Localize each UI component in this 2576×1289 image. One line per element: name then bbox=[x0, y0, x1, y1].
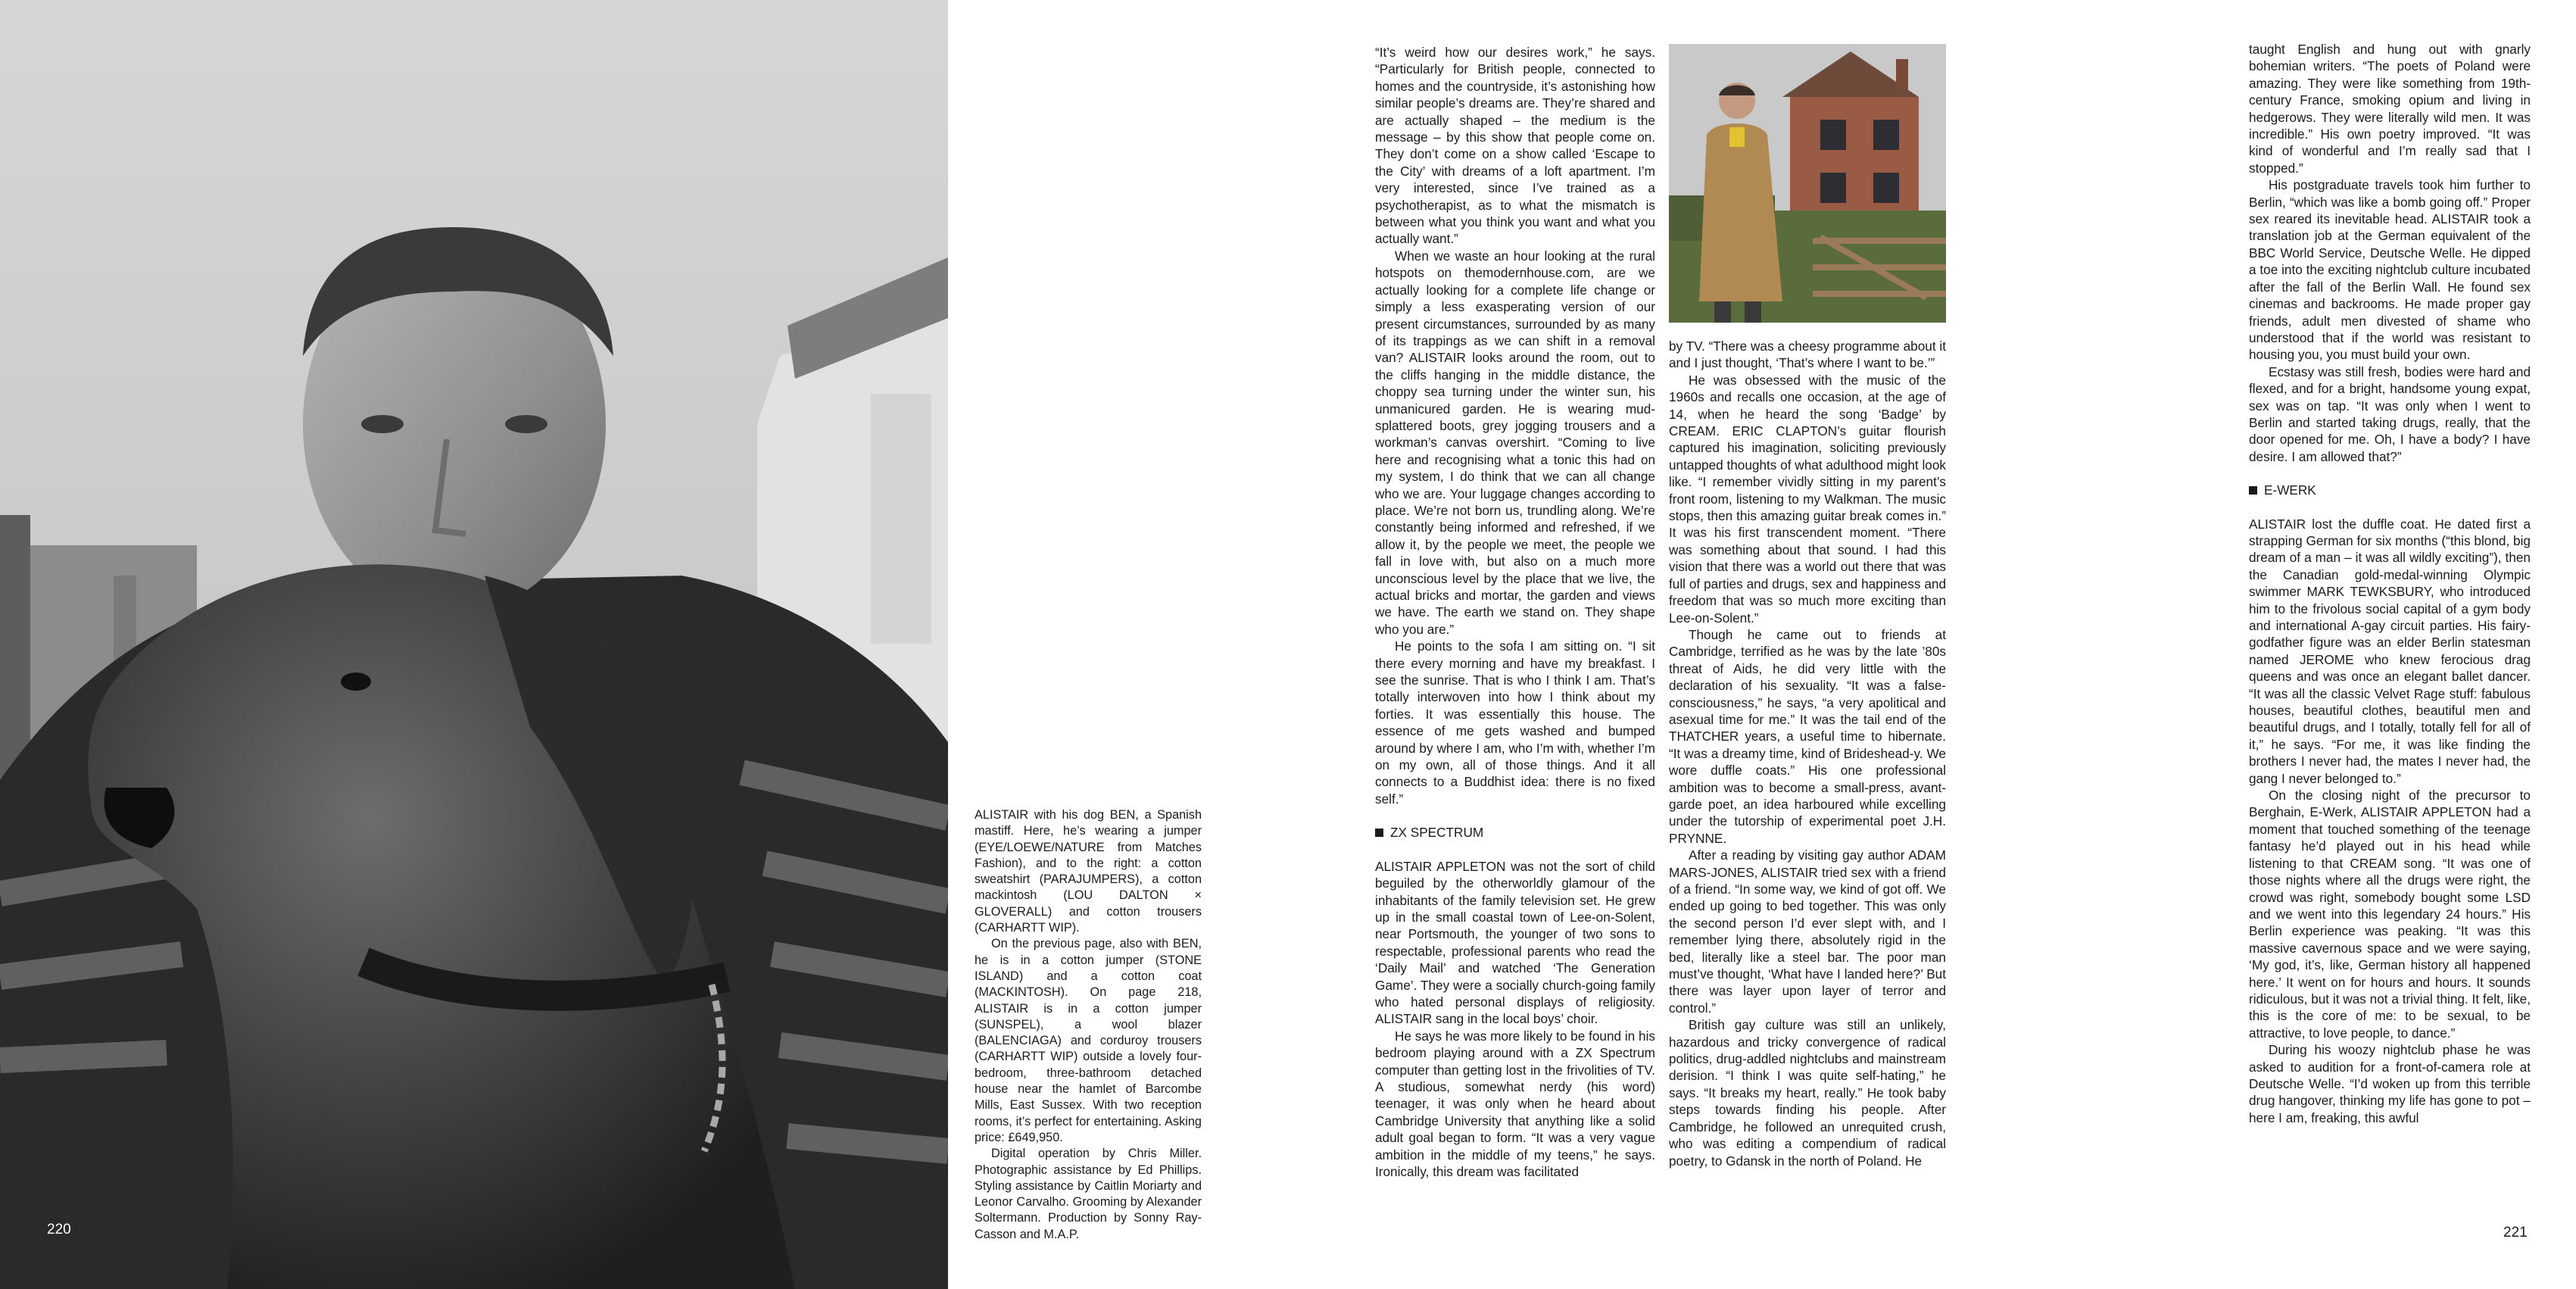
section-heading bbox=[1375, 824, 1655, 841]
body-paragraph: British gay culture was still an unlikely, hazardous and tricky convergence of radical politics, drug-addled nightclubs and mainstream derision. “I think I was quite self-hating,” he says. “It breaks my heart, really.” He took baby steps towards finding his people. After Cambridge, he followed an unrequited crush, who was editing a compendium of radical poetry, to Gdansk in the north of Poland. He bbox=[1669, 1017, 1946, 1169]
square-bullet-icon bbox=[1375, 829, 1383, 837]
body-paragraph: On the closing night of the precursor to Berghain, E-Werk, ALISTAIR APPLETON had a moment that touched something of the teenage fantasy he’d played out in his head while listening to that CREAM song. “It was one of those nights where all the drugs were right, the crowd was right, somebody bought some LSD and we went into this legendary 24 hours.” His Berlin experience was peaking. “It was this massive cavernous space and we were saying, ‘My god, it’s, like, German history all happened here.’ It went on for hours and hours. It sounds ridiculous, but it was not a trivial thing. It felt, like, this is the core of me: to be sexual, to be attractive, to love people, to dance.” bbox=[2249, 788, 2531, 1041]
inset-photo bbox=[1669, 44, 1946, 323]
caption-credits: Digital operation by Chris Miller. Photographic assistance by Ed Phillips. Styling assistance by Caitlin Moriarty and Leonor Carvalho. Grooming by Alexander Soltermann. Production by Sonny Ray-Casson and M.A.P. bbox=[975, 1147, 1202, 1241]
square-bullet-icon bbox=[2249, 486, 2257, 495]
body-paragraph: by TV. “There was a cheesy programme about it and I just thought, ‘That’s where I want to be.’” bbox=[1669, 339, 1946, 371]
body-paragraph: His postgraduate travels took him further to Berlin, “which was like a bomb going off.” Proper sex reared its inevitable head. ALISTAIR took a translation job at the German equivalent of the BBC World Service, Deutsche Welle. He dipped a toe into the exciting nightclub culture incubated after the fall of the Berlin Wall. He found sex cinemas and backrooms. He made proper gay friends, adult men divested of shame who understood that if the world was resistant to housing you, you must build your own. bbox=[2249, 177, 2531, 363]
page-number-right: 221 bbox=[2503, 1225, 2528, 1241]
body-paragraph: Ecstasy was still fresh, bodies were hard and flexed, and for a bright, handsome young expat, sex was on tap. “It was only when I went to Berlin and started taking drugs, really, that the door opened for me. Oh, I have a body? I have desire. I am allowed that?” bbox=[2249, 364, 2531, 464]
portrait-photo-drawing bbox=[0, 0, 948, 1289]
page-number-left: 220 bbox=[47, 1222, 71, 1238]
inset-photo-drawing bbox=[1669, 44, 1946, 323]
body-paragraph: He points to the sofa I am sitting on. “I sit there every morning and have my breakfast. I see the sunrise. That is who I think I am. That’s totally interwoven into how I think about my forties. It was essentially this house. The essence of me gets washed and bumped around by where I am, who I’m with, whether I’m on my own, all of those things. And it all connects to a Buddhist idea: there is no fixed self.” bbox=[1375, 638, 1655, 807]
body-paragraph: “It’s weird how our desires work,” he says. “Particularly for British people, connected to homes and the countryside, it’s astonishing how similar people’s dreams are. They’re shared and are actually shaped – the medium is the message – by this show that people come on. They don’t come on a show called ‘Escape to the City’ with dreams of a loft apartment. I’m very interested, since I’ve trained as a psychotherapist, as to what the mismatch is between what you think you want and what you actually want.” bbox=[1375, 45, 1655, 247]
photo-caption bbox=[975, 807, 1202, 1243]
body-paragraph: He says he was more likely to be found in his bedroom playing around with a ZX Spectrum computer than getting lost in the frivolities of TV. A studious, somewhat nerdy (his word) teenager, it was only when he heard about Cambridge University that anything like a solid adult goal began to form. “It was a very vague ambition in the middle of my teens,” he says. Ironically, this dream was facilitated bbox=[1375, 1028, 1655, 1179]
portrait-photo bbox=[0, 0, 948, 1289]
article-column-3 bbox=[2249, 41, 2531, 1126]
section-heading-text: E-WERK bbox=[2264, 482, 2316, 498]
body-paragraph: After a reading by visiting gay author ADAM MARS-JONES, ALISTAIR tried sex with a friend of a friend. “In some way, we kind of got off. We ended up going to bed together. This was only the second person I’d ever slept with, and I remember lying there, absolutely rigid in the bed, literally like a steel bar. The poor man must’ve thought, ‘What have I landed here?’ But there was layer upon layer of terror and control.” bbox=[1669, 847, 1946, 1016]
body-paragraph: He was obsessed with the music of the 1960s and recalls one occasion, at the age of 14, when he heard the song ‘Badge’ by CREAM. ERIC CLAPTON’s guitar flourish captured his imagination, soliciting previously untapped thoughts of what adulthood might look like. “I remember vividly sitting in my parent’s front room, listening to my Walkman. The music stops, then this amazing guitar break comes in.” It was his first transcendent moment. “There was something about that sound. I had this vision that there was a world out there that was full of parties and drugs, sex and happiness and freedom that was so much more exciting than Lee-on-Solent.” bbox=[1669, 372, 1946, 626]
body-paragraph: ALISTAIR lost the duffle coat. He dated first a strapping German for six months (“this blond, big dream of a man – it was all wildly exciting”), then the Canadian gold-medal-winning Olympic swimmer MARK TEWKSBURY, who introduced him to the frivolous social capital of a gym body and international A-gay circuit parties. His fairy-godfather figure was an elder Berlin statesman named JEROME who knew ferocious drag queens and was once an elegant ballet dancer. “It was all the classic Velvet Rage stuff: fabulous houses, beautiful clothes, beautiful men and beautiful drugs, and I totally, totally fell for all of it,” he says. “For me, it was like finding the brothers I never had, the mates I never had, the gang I never belonged to.” bbox=[2249, 516, 2531, 786]
body-paragraph: Though he came out to friends at Cambridge, terrified as he was by the late ’80s threat of Aids, he did very little with the declaration of his sexuality. “It was a false-consciousness,” he says, “a very apolitical and asexual time for me.” It was the tail end of the THATCHER years, a useful time to hibernate. “It was a dreamy time, kind of Brideshead-y. We wore duffle coats.” His one professional ambition was to become a small-press, avant-garde poet, an idea harboured while excelling under the tutorship of experimental poet J.H. PRYNNE. bbox=[1669, 626, 1946, 846]
caption-paragraph: On the previous page, also with BEN, he is in a cotton jumper (STONE ISLAND) and a cotton coat (MACKINTOSH). On page 218, ALISTAIR is in a cotton jumper (SUNSPEL), a wool blazer (BALENCIAGA) and corduroy trousers (CARHARTT WIP) outside a lovely four-bedroom, three-bathroom detached house near the hamlet of Barcombe Mills, East Sussex. With two reception rooms, it’s perfect for entertaining. Asking price: £649,950. bbox=[975, 937, 1202, 1144]
article-column-2 bbox=[1669, 338, 1946, 1169]
body-paragraph: ALISTAIR APPLETON was not the sort of child beguiled by the otherworldly glamour of the inhabitants of the family television set. He grew up in the small coastal town of Lee-on-Solent, near Portsmouth, the younger of two sons to respectable, professional parents who read the ‘Daily Mail’ and watched ‘The Generation Game’. They were a socially church-going family who hated personal displays of religiosity. ALISTAIR sang in the local boys’ choir. bbox=[1375, 858, 1655, 1027]
body-paragraph: When we waste an hour looking at the rural hotspots on themodernhouse.com, are we actually looking for a complete life change or simply a less exasperating version of our present circumstances, surrounded by as many of its trappings as we can shift in a removal van? ALISTAIR looks around the room, out to the cliffs hanging in the middle distance, the choppy sea turning under the winter sun, his unmanicured garden. He is wearing mud-splattered boots, grey jogging trousers and a workman’s canvas overshirt. “Coming to live here and recognising what a tonic this had on my system, I do think that we can all change who we are. Your luggage changes according to place. We’re not born us, trundling along. We’re constantly being informed and refreshed, if we allow it, by the people we meet, the people we fall in love with, but also on a much more unconscious level by the place that we live, the actual bricks and mortar, the garden and views we have. The earth we stand on. They shape who you are.” bbox=[1375, 248, 1655, 637]
caption-paragraph: ALISTAIR with his dog BEN, a Spanish mastiff. Here, he’s wearing a jumper (EYE/LOEWE/NATURE from Matches Fashion), and to the right: a cotton sweatshirt (PARAJUMPERS), a cotton mackintosh (LOU DALTON × GLOVERALL) and cotton trousers (CARHARTT WIP). bbox=[975, 808, 1202, 935]
section-heading-text: ZX SPECTRUM bbox=[1390, 825, 1484, 841]
article-column-1 bbox=[1375, 44, 1655, 1180]
body-paragraph: During his woozy nightclub phase he was asked to audition for a front-of-camera role at Deutsche Welle. “I’d woken up from this terrible drug hangover, thinking my life has gone to pot – here I am, freaking, this awful bbox=[2249, 1042, 2531, 1125]
section-heading bbox=[2249, 482, 2531, 498]
body-paragraph: taught English and hung out with gnarly bohemian writers. “The poets of Poland were amazing. They were like something from 19th-century France, smoking opium and living in hedgerows. They were literally wild men. It was incredible.” His own poetry improved. “It was kind of wonderful and I’m really sad that I stopped.” bbox=[2249, 42, 2531, 176]
